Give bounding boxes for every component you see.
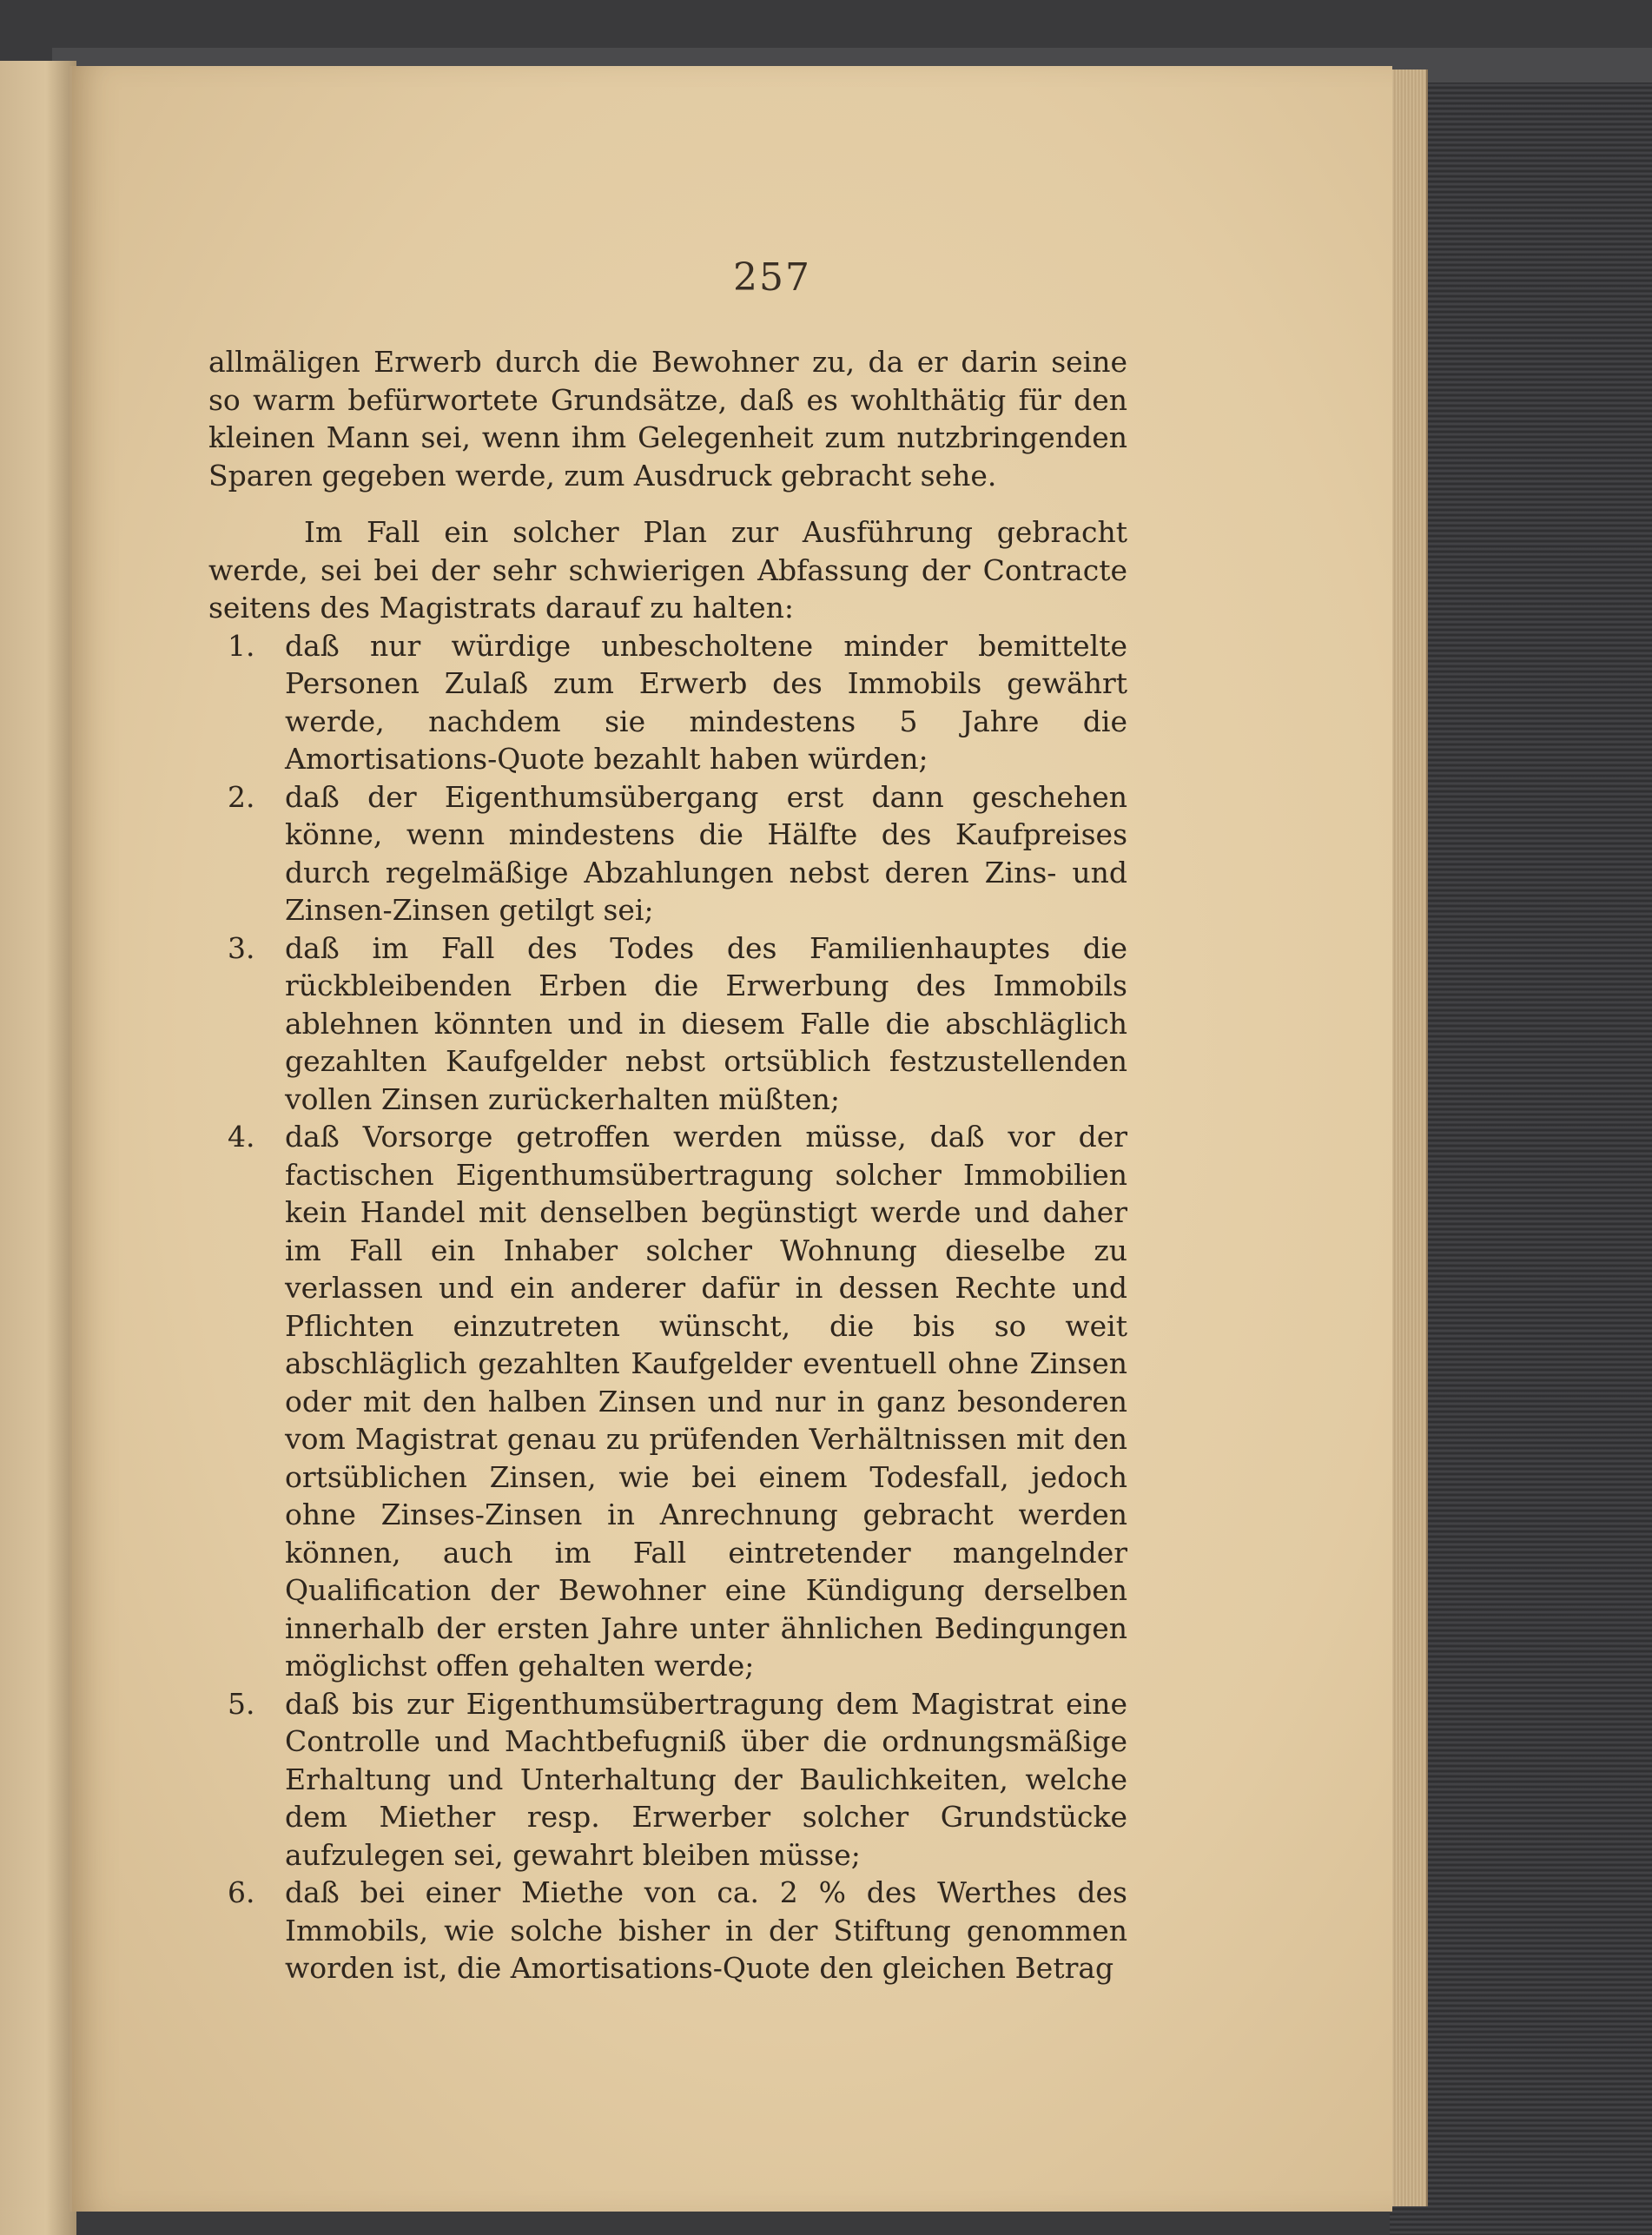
item-text: daß bis zur Eigenthumsübertragung dem Magistrat eine Controlle und Machtbefugniß über die ordnungsmäßige Erhaltung und Unterhaltung der Baulichkeiten, welche dem Miether resp. Erwerber solcher Grundstücke aufzulegen sei, gewahrt bleiben müsse;: [285, 1686, 1127, 1872]
list-item: [208, 929, 1127, 1119]
item-number: 3.: [228, 930, 255, 965]
page-number: 257: [733, 255, 811, 300]
item-number: 4.: [228, 1120, 255, 1154]
book-cover: [1390, 52, 1652, 2235]
page-text: [208, 343, 1127, 1987]
paragraph: allmäligen Erwerb durch die Bewohner zu, da er darin seine so warm befürwortete Grundsätze, daß es wohlthätig für den kleinen Mann sei, wenn ihm Gelegenheit zum nutzbringenden Sparen gegeben werde, zum Ausdruck gebracht sehe.: [208, 345, 1127, 493]
item-text: daß Vorsorge getroffen werden müsse, daß vor der factischen Eigenthumsübertragung solcher Immobilien kein Handel mit denselben begünstigt werde und daher im Fall ein Inhaber solcher Wohnung dieselbe zu verlassen und ein anderer dafür in dessen Rechte und Pflichten einzutreten wünscht, die bis so weit abschläglich gezahlten Kaufgelder eventuell ohne Zinsen oder mit den halben Zinsen und nur in ganz besonderen vom Magistrat genau zu prüfenden Verhältnissen mit den ortsüblichen Zinsen, wie bei einem Todesfall, jedoch ohne Zinses-Zinsen in Anrechnung gebracht werden können, auch im Fall eintretender mangelnder Qualification der Bewohner eine Kündigung derselben innerhalb der ersten Jahre unter ähnlichen Bedingungen möglichst offen gehalten werde;: [285, 1120, 1127, 1683]
item-text: daß nur würdige unbescholtene minder bemittelte Personen Zulaß zum Erwerb des Immobils gewährt werde, nachdem sie mindestens 5 Jahre die Amortisations-Quote bezahlt haben würden;: [285, 628, 1127, 776]
item-text: daß im Fall des Todes des Familienhauptes die rückbleibenden Erben die Erwerbung des Immobils ablehnen könnten und in diesem Falle die abschläglich gezahlten Kaufgelder nebst ortsüblich festzustellenden vollen Zinsen zurückerhalten müßten;: [285, 930, 1127, 1116]
item-text: daß der Eigenthumsübergang erst dann geschehen könne, wenn mindestens die Hälfte des Kaufpreises durch regelmäßige Abzahlungen nebst deren Zins- und Zinsen-Zinsen getilgt sei;: [285, 779, 1127, 927]
item-number: 1.: [228, 628, 255, 663]
item-number: 5.: [228, 1686, 255, 1721]
item-number: 6.: [228, 1875, 255, 1909]
list-item: [208, 778, 1127, 929]
list-item: [208, 627, 1127, 778]
item-text: daß bei einer Miethe von ca. 2 % des Werthes des Immobils, wie solche bisher in der Stiftung genommen worden ist, die Amortisations-Quote den gleichen Betrag: [285, 1875, 1127, 1985]
list-item: [208, 1118, 1127, 1685]
item-number: 2.: [228, 779, 255, 814]
list-item: [208, 1874, 1127, 1987]
facing-page: [0, 61, 76, 2235]
list-item: [208, 1685, 1127, 1875]
conditions-list: [208, 627, 1127, 1987]
paragraph: Im Fall ein solcher Plan zur Ausführung gebracht werde, sei bei der sehr schwierigen Abfassung der Contracte seitens des Magistrats darauf zu halten:: [208, 515, 1127, 625]
